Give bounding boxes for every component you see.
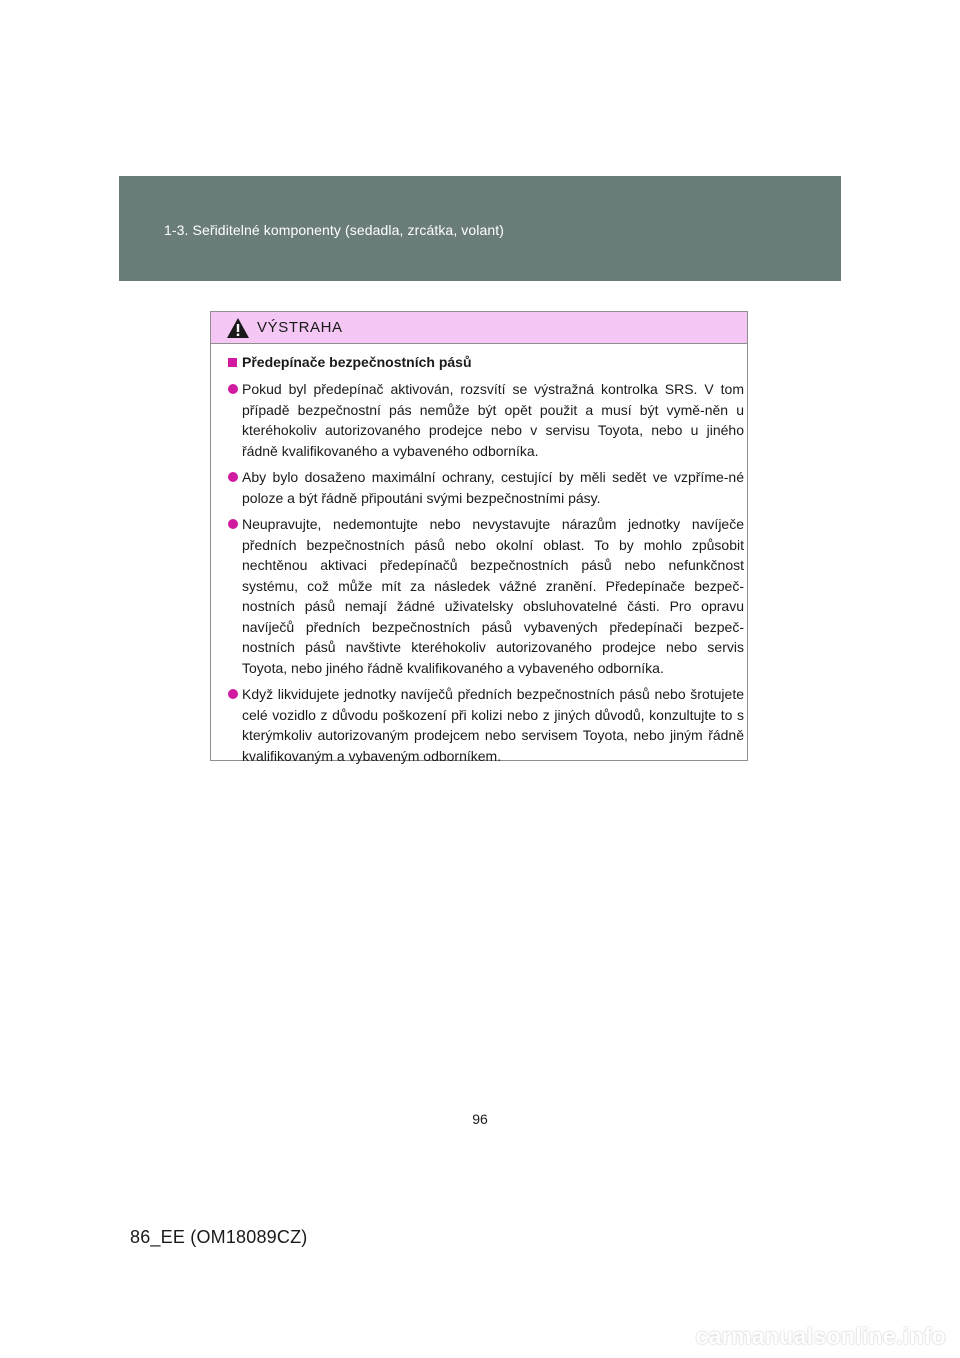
- warning-bullet-item: [228, 467, 744, 508]
- warning-title: VÝSTRAHA: [257, 319, 343, 336]
- bullet-dot-icon: [228, 472, 238, 482]
- warning-bullet-text: Pokud byl předepínač aktivován, rozsvítí se výstražná kontrolka SRS. V tom případě bezpečnostní pás nemůže být opět použit a musí být vymě-něn u kteréhokoliv autorizovaného prodejce nebo v servisu Toyota, nebo u jiného řádně kvalifikovaného a vybaveného odborníka.: [242, 381, 744, 459]
- bullet-dot-icon: [228, 689, 238, 699]
- chapter-section-title: 1-3. Seřiditelné komponenty (sedadla, zrcátka, volant): [164, 222, 505, 238]
- chapter-header-band: [119, 176, 841, 281]
- bullet-dot-icon: [228, 519, 238, 529]
- warning-bullet-text: Neupravujte, nedemontujte nebo nevystavujte nárazům jednotky navíječe předních bezpečnostních pásů nebo okolní oblast. To by mohlo způsobit nechtěnou aktivaci předepínačů bezpečnostních pásů nebo nefunkčnost systému, což může mít za následek vážné zranění. Předepínače bezpeč-nostních pásů nemají žádné uživatelsky obsluhovatelné části. Pro opravu navíječů předních bezpečnostních pásů vybavených předepínači bezpeč-nostních pásů navštivte kteréhokoliv autorizovaného prodejce nebo servis Toyota, nebo jiného řádně kvalifikovaného a vybaveného odborníka.: [242, 516, 744, 676]
- warning-section-title-text: Předepínače bezpečnostních pásů: [242, 354, 472, 370]
- warning-bullet-list: [228, 379, 744, 772]
- square-bullet-icon: [228, 358, 237, 367]
- manual-code: 86_EE (OM18089CZ): [130, 1227, 308, 1247]
- warning-bullet-item: [228, 684, 744, 766]
- warning-header: [211, 312, 747, 344]
- warning-bullet-item: [228, 514, 744, 678]
- warning-bullet-text: Aby bylo dosaženo maximální ochrany, cestující by měli sedět ve vzpříme-né poloze a být řádně připoutáni svými bezpečnostními pásy.: [242, 469, 744, 506]
- bullet-dot-icon: [228, 384, 238, 394]
- warning-box: [210, 311, 748, 764]
- warning-triangle-icon: [226, 317, 250, 339]
- warning-section-title: [228, 354, 472, 370]
- watermark-text: carmanualsonline.info: [695, 1323, 946, 1349]
- page-number: 96: [472, 1111, 488, 1127]
- warning-bullet-text: Když likvidujete jednotky navíječů předních bezpečnostních pásů nebo šrotujete celé vozidlo z důvodu poškození při kolizi nebo z jiných důvodů, konzultujte to s kterýmkoliv autorizovaným prodejcem nebo servisem Toyota, nebo jiným řádně kvalifikovaným a vybaveným odborníkem.: [242, 686, 744, 764]
- warning-bullet-item: [228, 379, 744, 461]
